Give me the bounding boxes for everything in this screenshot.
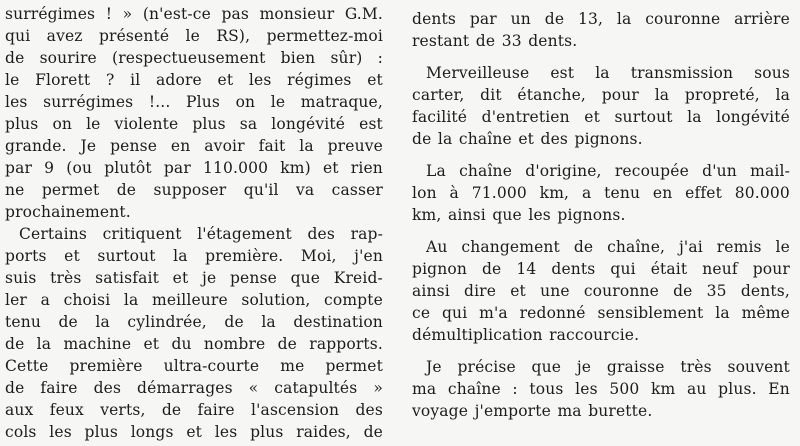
text-line: tenu de la cylindrée, de la destination [5,313,383,331]
text-line: démultiplication raccourcie. [412,326,640,344]
text-line: ma chaîne : tous les 500 km au plus. En [412,380,790,398]
text-line: le Florett ? il adore et les régimes et [5,71,383,89]
text-line: ce qui m'a redonné sensiblement la même [412,304,790,322]
text-line: les surrégimes !... Plus on le matraque, [5,93,383,111]
text-line: Je précise que je graisse très souvent [426,358,790,376]
text-line: voyage j'emporte ma burette. [412,402,653,420]
text-line: de faire des démarrages « catapultés » [5,379,383,397]
text-line: facilité d'entretien et surtout la longévité [412,108,790,126]
text-line: lon à 71.000 km, a tenu en effet 80.000 [412,184,790,202]
text-line: grande. Je pense en avoir fait la preuve [5,137,383,155]
text-line: de la chaîne et des pignons. [412,130,643,148]
text-line: dents par un de 13, la couronne arrière [412,10,790,28]
text-line: par 9 (ou plutôt par 110.000 km) et rien [5,159,383,177]
text-line: La chaîne d'origine, recoupée d'un mail- [426,162,790,180]
text-line: carter, dit étanche, pour la propreté, la [412,86,790,104]
text-line: ports et surtout la première. Moi, j'en [5,247,383,265]
text-line: plus on le violente plus sa longévité est [5,115,383,133]
text-line: de la machine et du nombre de rapports. [5,335,383,353]
text-line: Merveilleuse est la transmission sous [426,64,790,82]
text-line: ler a choisi la meilleure solution, compte [5,291,383,309]
text-line: suis très satisfait et je pense que Kreid- [5,269,383,287]
text-line: ainsi dire et une couronne de 35 dents, [412,282,790,300]
text-line: prochainement. [5,203,131,221]
text-line: ne permet de supposer qu'il va casser [5,181,383,199]
text-line: de sourire (respectueusement bien sûr) : [5,49,383,67]
text-line: surrégimes ! » (n'est-ce pas monsieur G.M. [5,5,383,23]
text-line: Au changement de chaîne, j'ai remis le [426,238,790,256]
text-line: aux feux verts, de faire l'ascension des [5,401,383,419]
text-line: Cette première ultra-courte me permet [5,357,383,375]
text-line: cols les plus longs et les plus raides, de [5,423,383,441]
text-line: Certains critiquent l'étagement des rap- [19,225,383,243]
text-line: pignon de 14 dents qui était neuf pour [412,260,790,278]
text-line: qui avez présenté le RS), permettez-moi [5,27,383,45]
text-line: km, ainsi que les pignons. [412,206,626,224]
text-line: restant de 33 dents. [412,32,578,50]
